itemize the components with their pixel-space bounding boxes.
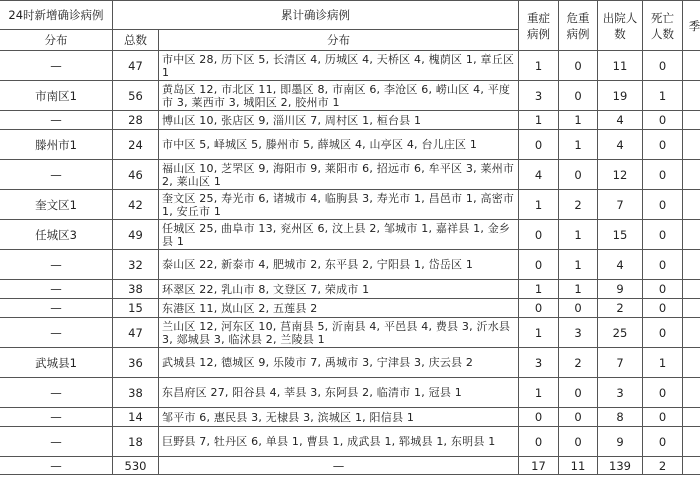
row-extra [683,190,700,220]
table-row [0,280,700,299]
row-critical: 1 [559,130,598,160]
header-distribution-cumulative: 分布 [159,30,519,51]
row-deaths: 0 [643,51,683,81]
header-new-cases: 24时新增确诊病例 [0,1,113,30]
row-discharged: 4 [598,130,643,160]
table-row [0,318,700,348]
row-distribution: 任城区 25, 曲阜市 13, 兖州区 6, 汶上县 2, 邹城市 1, 嘉祥县 1, 金乡县 1 [159,220,519,250]
row-new-cases: — [0,427,113,457]
row-severe: 1 [519,190,559,220]
row-discharged: 15 [598,220,643,250]
row-extra [683,220,700,250]
table-row [0,51,700,81]
header-total: 总数 [113,30,159,51]
row-critical: 0 [559,81,598,111]
row-extra [683,348,700,378]
row-discharged: 11 [598,51,643,81]
row-new-cases: — [0,160,113,190]
row-new-cases: — [0,408,113,427]
totals-total: 530 [113,457,159,475]
row-deaths: 0 [643,280,683,299]
header-severe: 重症病例 [519,1,559,51]
row-discharged: 4 [598,250,643,280]
row-distribution: 武城县 12, 德城区 9, 乐陵市 7, 禹城市 3, 宁津县 3, 庆云县 2 [159,348,519,378]
row-distribution: 巨野县 7, 牡丹区 6, 单县 1, 曹县 1, 成武县 1, 郓城县 1, 东明县 1 [159,427,519,457]
row-critical: 0 [559,408,598,427]
row-deaths: 0 [643,220,683,250]
row-deaths: 1 [643,81,683,111]
row-new-cases: 奎文区1 [0,190,113,220]
table-row [0,378,700,408]
row-deaths: 0 [643,111,683,130]
row-extra [683,280,700,299]
row-severe: 0 [519,299,559,318]
row-critical: 1 [559,220,598,250]
row-critical: 3 [559,318,598,348]
row-new-cases: — [0,250,113,280]
row-critical: 1 [559,111,598,130]
row-new-cases: 任城区3 [0,220,113,250]
row-distribution: 市中区 28, 历下区 5, 长清区 4, 历城区 4, 天桥区 4, 槐荫区 1, 章丘区 1 [159,51,519,81]
row-extra [683,160,700,190]
row-new-cases: 市南区1 [0,81,113,111]
table-row [0,250,700,280]
row-total: 28 [113,111,159,130]
row-discharged: 9 [598,280,643,299]
row-total: 38 [113,280,159,299]
row-deaths: 0 [643,160,683,190]
row-discharged: 4 [598,111,643,130]
row-distribution: 博山区 10, 张店区 9, 淄川区 7, 周村区 1, 桓台县 1 [159,111,519,130]
row-extra [683,318,700,348]
row-total: 14 [113,408,159,427]
row-critical: 2 [559,348,598,378]
row-critical: 0 [559,378,598,408]
row-total: 32 [113,250,159,280]
row-new-cases: 武城县1 [0,348,113,378]
row-total: 15 [113,299,159,318]
row-new-cases: — [0,318,113,348]
row-total: 56 [113,81,159,111]
table-row [0,190,700,220]
header-distribution: 分布 [0,30,113,51]
header-extra: 季 [683,1,700,51]
row-deaths: 0 [643,378,683,408]
table-row [0,81,700,111]
row-deaths: 0 [643,299,683,318]
row-distribution: 市中区 5, 峄城区 5, 滕州市 5, 薛城区 4, 山亭区 4, 台儿庄区 1 [159,130,519,160]
row-total: 47 [113,51,159,81]
row-extra [683,81,700,111]
row-discharged: 12 [598,160,643,190]
row-extra [683,408,700,427]
row-distribution: 东港区 11, 岚山区 2, 五莲县 2 [159,299,519,318]
row-extra [683,427,700,457]
totals-distribution: — [159,457,519,475]
row-severe: 3 [519,81,559,111]
row-total: 18 [113,427,159,457]
row-deaths: 1 [643,348,683,378]
row-discharged: 3 [598,378,643,408]
row-severe: 0 [519,427,559,457]
header-deaths: 死亡人数 [643,1,683,51]
row-new-cases: — [0,280,113,299]
row-total: 36 [113,348,159,378]
row-new-cases: — [0,51,113,81]
row-new-cases: — [0,299,113,318]
row-total: 24 [113,130,159,160]
totals-extra [683,457,700,475]
header-cumulative: 累计确诊病例 [113,1,519,30]
header-discharged: 出院人数 [598,1,643,51]
table-row [0,111,700,130]
row-extra [683,378,700,408]
row-discharged: 7 [598,348,643,378]
row-distribution: 邹平市 6, 惠民县 3, 无棣县 3, 滨城区 1, 阳信县 1 [159,408,519,427]
table-row [0,427,700,457]
row-critical: 1 [559,280,598,299]
row-deaths: 0 [643,190,683,220]
row-severe: 1 [519,51,559,81]
row-critical: 0 [559,51,598,81]
table-row [0,348,700,378]
table-row [0,160,700,190]
row-total: 38 [113,378,159,408]
row-distribution: 环翠区 22, 乳山市 8, 文登区 7, 荣成市 1 [159,280,519,299]
row-deaths: 0 [643,130,683,160]
table-row [0,220,700,250]
row-deaths: 0 [643,427,683,457]
row-extra [683,299,700,318]
row-distribution: 东昌府区 27, 阳谷县 4, 莘县 3, 东阿县 2, 临清市 1, 冠县 1 [159,378,519,408]
row-discharged: 19 [598,81,643,111]
row-extra [683,130,700,160]
row-severe: 1 [519,318,559,348]
row-total: 49 [113,220,159,250]
row-total: 46 [113,160,159,190]
row-extra [683,250,700,280]
totals-deaths: 2 [643,457,683,475]
row-discharged: 25 [598,318,643,348]
row-severe: 1 [519,111,559,130]
row-severe: 0 [519,130,559,160]
row-critical: 0 [559,299,598,318]
row-severe: 0 [519,220,559,250]
row-discharged: 7 [598,190,643,220]
table-row [0,299,700,318]
row-deaths: 0 [643,318,683,348]
row-extra [683,111,700,130]
row-total: 42 [113,190,159,220]
totals-severe: 17 [519,457,559,475]
table-row [0,130,700,160]
row-new-cases: 滕州市1 [0,130,113,160]
row-critical: 0 [559,160,598,190]
row-new-cases: — [0,111,113,130]
row-deaths: 0 [643,408,683,427]
row-severe: 4 [519,160,559,190]
row-critical: 1 [559,250,598,280]
row-severe: 0 [519,250,559,280]
table-row [0,408,700,427]
header-critical: 危重病例 [559,1,598,51]
totals-critical: 11 [559,457,598,475]
row-severe: 1 [519,280,559,299]
row-distribution: 福山区 10, 芝罘区 9, 海阳市 9, 莱阳市 6, 招远市 6, 牟平区 3, 莱州市 2, 莱山区 1 [159,160,519,190]
row-critical: 2 [559,190,598,220]
row-discharged: 9 [598,427,643,457]
row-deaths: 0 [643,250,683,280]
row-severe: 0 [519,408,559,427]
row-distribution: 黄岛区 12, 市北区 11, 即墨区 8, 市南区 6, 李沧区 6, 崂山区 4, 平度市 3, 莱西市 3, 城阳区 2, 胶州市 1 [159,81,519,111]
row-distribution: 兰山区 12, 河东区 10, 莒南县 5, 沂南县 4, 平邑县 4, 费县 3, 沂水县 3, 郯城县 3, 临沭县 2, 兰陵县 1 [159,318,519,348]
row-extra [683,51,700,81]
row-severe: 1 [519,378,559,408]
totals-discharged: 139 [598,457,643,475]
totals-new-cases: — [0,457,113,475]
row-new-cases: — [0,378,113,408]
row-severe: 3 [519,348,559,378]
row-distribution: 奎文区 25, 寿光市 6, 诸城市 4, 临朐县 3, 寿光市 1, 昌邑市 1, 高密市 1, 安丘市 1 [159,190,519,220]
row-discharged: 8 [598,408,643,427]
totals-row [0,457,700,475]
row-total: 47 [113,318,159,348]
row-distribution: 泰山区 22, 新泰市 4, 肥城市 2, 东平县 2, 宁阳县 1, 岱岳区 1 [159,250,519,280]
row-critical: 0 [559,427,598,457]
row-discharged: 2 [598,299,643,318]
